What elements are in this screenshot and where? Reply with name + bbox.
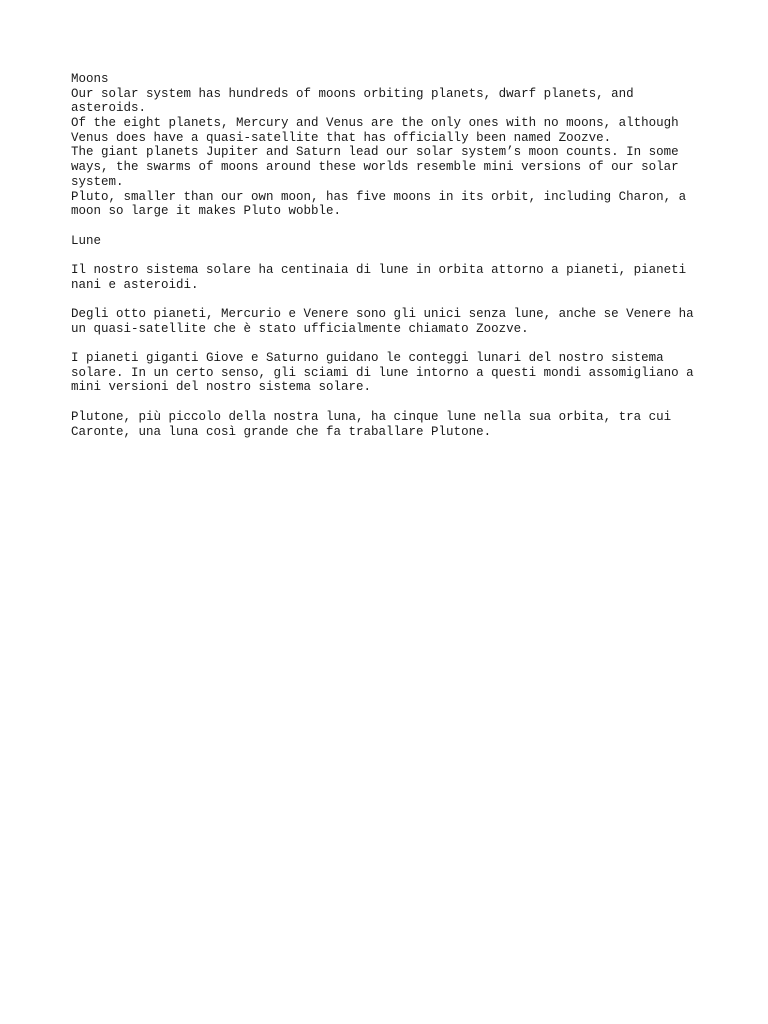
italian-paragraph-line: un quasi-satellite che è stato ufficialmente chiamato Zoozve.: [71, 321, 529, 336]
document-page: [71, 72, 711, 439]
italian-paragraph-line: mini versioni del nostro sistema solare.: [71, 380, 372, 395]
italian-paragraph-line: solare. In un certo senso, gli sciami di lune intorno a questi mondi assomigliano a: [71, 365, 694, 380]
english-line: system.: [71, 174, 124, 189]
italian-paragraph-line: Caronte, una luna così grande che fa traballare Plutone.: [71, 424, 492, 439]
english-line: moon so large it makes Pluto wobble.: [71, 204, 342, 219]
italian-paragraph-line: Il nostro sistema solare ha centinaia di lune in orbita attorno a pianeti, pianeti: [71, 262, 687, 277]
italian-paragraph-line: I pianeti giganti Giove e Saturno guidano le conteggi lunari del nostro sistema: [71, 351, 664, 366]
english-title: Moons: [71, 72, 109, 86]
english-line: Pluto, smaller than our own moon, has five moons in its orbit, including Charon, a: [71, 189, 687, 204]
spacer: [71, 219, 711, 234]
italian-paragraph-line: Degli otto pianeti, Mercurio e Venere sono gli unici senza lune, anche se Venere ha: [71, 307, 694, 321]
english-line: asteroids.: [71, 101, 147, 116]
spacer: [71, 395, 711, 410]
italian-title: Lune: [71, 233, 102, 248]
english-line: Our solar system has hundreds of moons orbiting planets, dwarf planets, and: [71, 86, 634, 101]
spacer: [71, 336, 711, 351]
italian-paragraph-line: Plutone, più piccolo della nostra luna, ha cinque lune nella sua orbita, tra cui: [71, 409, 672, 424]
italian-paragraph-line: nani e asteroidi.: [71, 277, 199, 292]
english-line: Venus does have a quasi-satellite that has officially been named Zoozve.: [71, 130, 612, 145]
english-line: Of the eight planets, Mercury and Venus are the only ones with no moons, although: [71, 116, 679, 131]
spacer: [71, 292, 711, 307]
english-line: ways, the swarms of moons around these worlds resemble mini versions of our solar: [71, 160, 679, 175]
spacer: [71, 248, 711, 263]
english-line: The giant planets Jupiter and Saturn lead our solar system’s moon counts. In some: [71, 145, 679, 160]
